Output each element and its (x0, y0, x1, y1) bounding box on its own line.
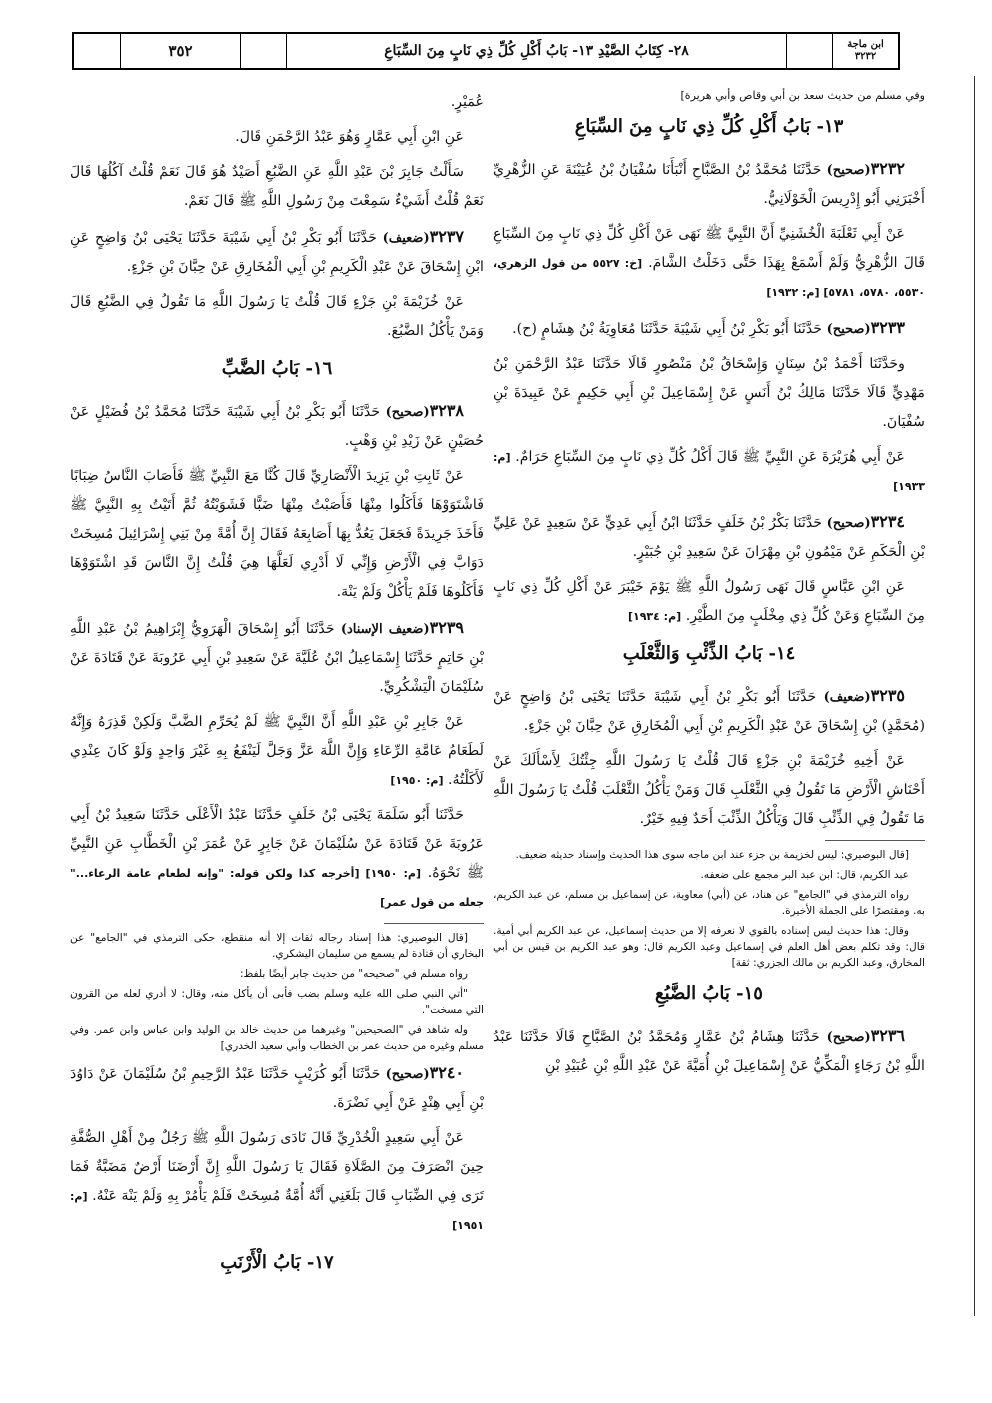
isnad-text: حَدَّثَنَا أَبُو سَلَمَةَ يَحْيَى بْنُ خَلَفٍ حَدَّثَنَا عَبْدُ الْأَعْلَى حَدَّثَنَا سَعِيدُ بْنُ أَبِي عَرُوبَةَ عَنْ قَتَادَةَ عَنْ سُلَيْمَانَ عَنْ جَابِرٍ عَنْ عُمَرَ بْنِ الْخَطَّابِ عَنِ النَّبِيِّ ﷺ نَحْوَهُ. (70, 807, 484, 881)
hadith-3239-isnad (70, 613, 484, 702)
hadith-grade: (صحيح) (826, 1030, 871, 1045)
hadith-number: ٣٢٣٦ (870, 1026, 905, 1045)
hadith-3235-isnad (493, 681, 925, 741)
hadith-3237-isnad (70, 222, 484, 282)
hadith-3236-continuation: عُمَيْرٍ. (450, 94, 484, 110)
hadith-grade: (صحيح) (385, 1067, 430, 1082)
hadith-reference: [م: ١٩٥٠] [أخرجه كذا ولكن قوله: "وإنه لطعام عامة الرعاء..." جعله من قول عمر] (70, 867, 484, 909)
isnad-text: حَدَّثَنَا بَكْرُ بْنُ خَلَفٍ حَدَّثَنَا ابْنُ أَبِي عَدِيٍّ عَنْ سَعِيدٍ عَنْ عَلِيِّ بْنِ الْحَكَمِ عَنْ مَيْمُونِ بْنِ مِهْرَانَ عَنْ سَعِيدِ بْنِ جُبَيْرٍ. (493, 515, 925, 560)
hadith-3239-isnad-2 (70, 801, 484, 917)
hadith-grade: (ضعيف) (382, 231, 430, 246)
isnad-text: حَدَّثَنَا أَبُو بَكْرِ بْنُ أَبِي شَيْبَةَ حَدَّثَنَا مُحَمَّدُ بْنُ فُضَيْلٍ عَنْ حُصَيْنٍ عَنْ زَيْدِ بْنِ وَهْبٍ. (70, 404, 484, 449)
hadith-number: ٣٢٤٠ (429, 1063, 464, 1082)
hadith-number: ٣٢٣٣ (870, 318, 905, 337)
hadith-3240-isnad (70, 1058, 484, 1118)
footnote: رواه الترمذي في "الجامع" عن هناد، عن (أبي) معاوية، عن إسماعيل بن مسلم، عن عبد الكريم، به. ومقتصرًا على الجملة الأخيرة. (493, 889, 925, 917)
isnad-text: حَدَّثَنَا أَبُو بَكْرِ بْنُ أَبِي شَيْبَةَ حَدَّثَنَا مُعَاوِيَةُ بْنُ هِشَامٍ (ح). (512, 321, 827, 337)
hadith-3232-matn (493, 220, 925, 307)
isnad-text: حَدَّثَنَا أَبُو كُرَيْبٍ حَدَّثَنَا عَبْدُ الرَّحِيمِ بْنُ سُلَيْمَانَ عَنْ دَاوُدَ بْنِ أَبِي هِنْدٍ عَنْ أَبِي نَضْرَةَ. (70, 1066, 484, 1111)
hadith-3233-matn (493, 443, 925, 501)
right-column (493, 88, 925, 1087)
header-book-name: ابن ماجة (847, 39, 884, 50)
isnad-text: حَدَّثَنَا أَبُو إِسْحَاقَ الْهَرَوِيُّ إِبْرَاهِيمُ بْنُ عَبْدِ اللَّهِ بْنِ حَاتِمٍ حَدَّثَنَا إِسْمَاعِيلُ ابْنُ عُلَيَّةَ عَنْ سَعِيدِ بْنِ أَبِي عَرُوبَةَ عَنْ قَتَادَةَ عَنْ سُلَيْمَانَ الْيَشْكُرِيِّ. (70, 621, 484, 695)
intro-note: وفي مسلم من حديث سعد بن أبي وقاص وأبي هريرة] (680, 89, 925, 102)
hadith-number: ٣٢٣٢ (870, 159, 905, 178)
hadith-3239-matn (70, 708, 484, 795)
hadith-3234-isnad (493, 507, 925, 567)
hadith-grade: (صحيح) (826, 163, 871, 178)
hadith-number: ٣٢٣٨ (429, 401, 464, 420)
footnote: عبد الكريم، قال: ابن عبد البر مجمع على ضعفه. (700, 869, 909, 881)
hadith-grade: (صحيح) (385, 405, 430, 420)
hadith-grade: (صحيح) (826, 322, 871, 337)
page-number: ٣٥٢ (120, 34, 240, 68)
hadith-grade: (ضعيف) (823, 690, 871, 705)
hadith-3240-matn (70, 1124, 484, 1240)
header-blank-cell (240, 34, 286, 68)
footnote: وله شاهد في "الصحيحين" وغيرهما من حديث خالد بن الوليد وابن عباس وابن عمر. وفي مسلم وغيره من حديث عمر بن الخطاب وأبي سعيد الخدري] (70, 1024, 484, 1052)
hadith-3236-continuation-2: عَنِ ابْنِ أَبِي عَمَّارٍ وَهُوَ عَبْدُ الرَّحْمَنِ قَالَ. (235, 129, 464, 145)
isnad-text: حَدَّثَنَا مُحَمَّدُ بْنُ الصَّبَّاحِ أَنْبَأَنَا سُفْيَانُ بْنُ عُيَيْنَةَ عَنِ الزُّهْرِيِّ أَخْبَرَنِي أَبُو إِدْرِيسَ الْخَوْلَانِيُّ. (493, 162, 925, 207)
left-column (70, 88, 484, 1290)
hadith-grade: (ضعيف الإسناد) (340, 622, 430, 637)
header-hadith-range: ٣٢٣٢ (854, 51, 877, 62)
hadith-3233-isnad (493, 313, 925, 344)
footnote: [قال البوصيري: هذا إسناد رجاله ثقات إلا أنه منقطع، حكى الترمذي في "الجامع" عن البخاري أن قتادة لم يسمع من سليمان اليشكري. (70, 932, 484, 960)
hadith-number: ٣٢٣٩ (429, 618, 464, 637)
hadith-grade: (صحيح) (826, 516, 871, 531)
chapter-16-title: ١٦- بَابُ الضَّبِّ (221, 358, 333, 379)
header-blank-cell (786, 34, 832, 68)
margin-rule (974, 76, 975, 1316)
matn-text: عَنْ أَبِي ثَعْلَبَةَ الْخُشَنِيِّ أَنَّ النَّبِيَّ ﷺ نَهَى عَنْ أَكْلِ كُلِّ ذِي نَابٍ مِنَ السِّبَاعِ قَالَ الزُّهْرِيُّ وَلَمْ أَسْمَعْ بِهَذَا حَتَّى دَخَلْتُ الشَّامَ. (493, 226, 925, 271)
hadith-reference: [خ: ٥٥٢٧ من قول الزهري، ٥٥٣٠، ٥٧٨٠، ٥٧٨١] [م: ١٩٣٢] (493, 257, 925, 299)
hadith-number: ٣٢٣٤ (870, 512, 905, 531)
hadith-reference: [م: ١٩٣٣] (493, 451, 925, 493)
matn-text: عَنْ أَبِي سَعِيدٍ الْخُدْرِيِّ قَالَ نَادَى رَسُولَ اللَّهِ ﷺ رَجُلٌ مِنْ أَهْلِ الصُّفَّةِ حِينَ انْصَرَفَ مِنَ الصَّلَاةِ فَقَالَ يَا رَسُولَ اللَّهِ إِنَّ أَرْضَنَا أَرْضٌ مَضَبَّةٌ فَمَا تَرَى فِي الضِّبَابِ قَالَ بَلَغَنِي أَنَّهُ أُمَّةٌ مُسِخَتْ فَلَمْ يَأْمُرْ بِهِ وَلَمْ يَنْهَ عَنْهُ. (70, 1130, 484, 1204)
hadith-3236-isnad (493, 1021, 925, 1081)
hadith-reference: [م: ١٩٣٤] (627, 610, 682, 623)
header-title: ٢٨- كِتَابُ الصَّيْدِ ١٣- بَابُ أَكْلِ كُلِّ ذِي نَابٍ مِنَ السِّبَاعِ (286, 34, 786, 68)
matn-text: عَنِ ابْنِ عَبَّاسٍ قَالَ نَهَى رَسُولُ اللَّهِ ﷺ يَوْمَ خَيْبَرَ عَنْ أَكْلِ كُلِّ ذِي نَابٍ مِنَ السِّبَاعِ وَعَنْ كُلِّ ذِي مِخْلَبٍ مِنَ الطَّيْرِ. (493, 579, 925, 624)
footnote: رواه مسلم في "صحيحه" من حديث جابر أيضًا بلفظ: (239, 968, 468, 980)
hadith-reference: [م: ١٩٥١] (70, 1190, 484, 1232)
header-book-cell (832, 34, 898, 68)
matn-text: عَنْ جَابِرِ بْنِ عَبْدِ اللَّهِ أَنَّ النَّبِيَّ ﷺ لَمْ يُحَرِّمِ الضَّبَّ وَلَكِنْ قَذِرَهُ وَإِنَّهُ لَطَعَامُ عَامَّةِ الرِّعَاءِ وَإِنَّ اللَّهَ عَزَّ وَجَلَّ لَيَنْفَعُ بِهِ غَيْرَ وَاحِدٍ وَلَوْ كَانَ عِنْدِي لَأَكَلْتُهُ. (70, 714, 484, 788)
isnad-text: حَدَّثَنَا هِشَامُ بْنُ عَمَّارٍ وَمُحَمَّدُ بْنُ الصَّبَّاحِ قَالَا حَدَّثَنَا عَبْدُ اللَّهِ بْنُ رَجَاءٍ الْمَكِّيُّ عَنْ إِسْمَاعِيلَ بْنِ أُمَيَّةَ عَنْ عَبْدِ اللَّهِ بْنِ عُبَيْدِ بْنِ (493, 1029, 925, 1074)
hadith-3238-isnad (70, 396, 484, 456)
hadith-3236-matn: سَأَلْتُ جَابِرَ بْنَ عَبْدِ اللَّهِ عَنِ الضَّبُعِ أَصَيْدٌ هُوَ قَالَ نَعَمْ قُلْتُ آكُلُهَا قَالَ نَعَمْ قُلْتُ أَشَيْءٌ سَمِعْتَ مِنْ رَسُولِ اللَّهِ ﷺ قَالَ نَعَمْ. (70, 164, 484, 209)
isnad-text: حَدَّثَنَا أَبُو بَكْرِ بْنُ أَبِي شَيْبَةَ حَدَّثَنَا يَحْيَى بْنُ وَاضِحٍ عَنِ ابْنِ إِسْحَاقَ عَنْ عَبْدِ الْكَرِيمِ بْنِ أَبِي الْمُخَارِقِ عَنْ حِبَّانَ بْنِ جَزْءٍ. (70, 230, 484, 275)
hadith-number: ٣٢٣٥ (870, 686, 905, 705)
hadith-reference: [م: ١٩٥٠] (390, 774, 444, 787)
hadith-3238-matn: عَنْ ثَابِتِ بْنِ يَزِيدَ الْأَنْصَارِيِّ قَالَ كُنَّا مَعَ النَّبِيِّ ﷺ فَأَصَابَ النَّاسُ ضِبَابًا فَاشْتَوَوْهَا فَأَكَلُوا مِنْهَا فَأَصَبْتُ مِنْهَا ضَبًّا فَشَوَيْتُهُ ثُمَّ أَتَيْتُ بِهِ النَّبِيَّ ﷺ فَأَخَذَ جَرِيدَةً فَجَعَلَ يَعُدُّ بِهَا أَصَابِعَهُ فَقَالَ إِنَّ أُمَّةً مِنْ بَنِي إِسْرَائِيلَ مُسِخَتْ دَوَابَّ فِي الْأَرْضِ وَإِنِّي لَا أَدْرِي لَعَلَّهَا هِيَ قُلْتُ إِنَّ النَّاسَ قَدِ اشْتَوَوْهَا فَأَكَلُوهَا فَلَمْ يَأْكُلْ وَلَمْ يَنْهَ. (70, 468, 484, 600)
hadith-3234-matn (493, 573, 925, 631)
page-header (72, 32, 900, 70)
hadith-3237-matn: عَنْ خُزَيْمَةَ بْنِ جَزْءٍ قَالَ قُلْتُ يَا رَسُولَ اللَّهِ مَا تَقُولُ فِي الضَّبُعِ قَالَ وَمَنْ يَأْكُلُ الضَّبُعَ. (70, 294, 484, 339)
hadith-3233-isnad-2: وحَدَّثَنَا أَحْمَدُ بْنُ سِنَانٍ وَإِسْحَاقُ بْنُ مَنْصُورٍ قَالَا حَدَّثَنَا عَبْدُ الرَّحْمَنِ بْنُ مَهْدِيٍّ قَالَا حَدَّثَنَا مَالِكُ بْنُ أَنَسٍ عَنْ إِسْمَاعِيلَ بْنِ أَبِي حَكِيمٍ عَنْ عَبِيدَةَ بْنِ سُفْيَانَ. (493, 356, 925, 430)
isnad-text: حَدَّثَنَا أَبُو بَكْرِ بْنُ أَبِي شَيْبَةَ حَدَّثَنَا يَحْيَى بْنُ وَاضِحٍ عَنْ (مُحَمَّدٍ) بْنِ إِسْحَاقَ عَنْ عَبْدِ الْكَرِيمِ بْنِ أَبِي الْمُخَارِقِ عَنْ حِبَّانَ بْنِ جَزْءٍ. (493, 689, 925, 734)
hadith-3232-isnad (493, 154, 925, 214)
hadith-number: ٣٢٣٧ (429, 227, 464, 246)
chapter-15-title: ١٥- بَابُ الضَّبُعِ (655, 983, 763, 1004)
hadith-3235-matn: عَنْ أَخِيهِ خُزَيْمَةَ بْنِ جَزْءٍ قَالَ قُلْتُ يَا رَسُولَ اللَّهِ جِئْتُكَ لِأَسْأَلَكَ عَنْ أَحْنَاشِ الْأَرْضِ مَا تَقُولُ فِي الثَّعْلَبِ قَالَ وَمَنْ يَأْكُلُ الثَّعْلَبَ قُلْتُ يَا رَسُولَ اللَّهِ مَا تَقُولُ فِي الذِّئْبِ قَالَ وَيَأْكُلُ الذِّئْبَ أَحَدٌ فِيهِ خَيْرٌ. (493, 753, 925, 827)
footnote: "أتي النبي صلى الله عليه وسلم بضب فأبى أن يأكل منه، وقال: لا أدري لعله من القرون التي مسخت". (70, 988, 484, 1016)
chapter-14-title: ١٤- بَابُ الذِّئْبِ وَالثَّعْلَبِ (622, 643, 796, 664)
matn-text: عَنْ أَبِي هُرَيْرَةَ عَنِ النَّبِيِّ ﷺ قَالَ أَكْلُ كُلِّ ذِي نَابٍ مِنَ السِّبَاعِ حَرَامٌ. (515, 449, 906, 465)
header-blank-cell (74, 34, 120, 68)
footnote-separator (384, 923, 484, 924)
chapter-13-title: ١٣- بَابُ أَكْلِ كُلِّ ذِي نَابٍ مِنَ السِّبَاعِ (574, 116, 844, 137)
chapter-17-title: ١٧- بَابُ الْأَرْنَبِ (220, 1252, 334, 1273)
footnote: وقال: هذا حديث ليس إسناده بالقوي لا نعرفه إلا من حديث إسماعيل، عن عبد الكريم أبي أمية. قال: وقد تكلم بعض أهل العلم في إسماعيل وعبد الكريم قال: وهو عبد الكريم بن قيس بن أبي المخارق، وعبد الكريم بن مالك الجزري: ثقة] (493, 925, 925, 969)
footnote-separator (825, 840, 925, 841)
footnote: [قال البوصيري: ليس لخزيمة بن جزء عند ابن ماجه سوى هذا الحديث وإسناد حديثه ضعيف. (515, 849, 909, 861)
